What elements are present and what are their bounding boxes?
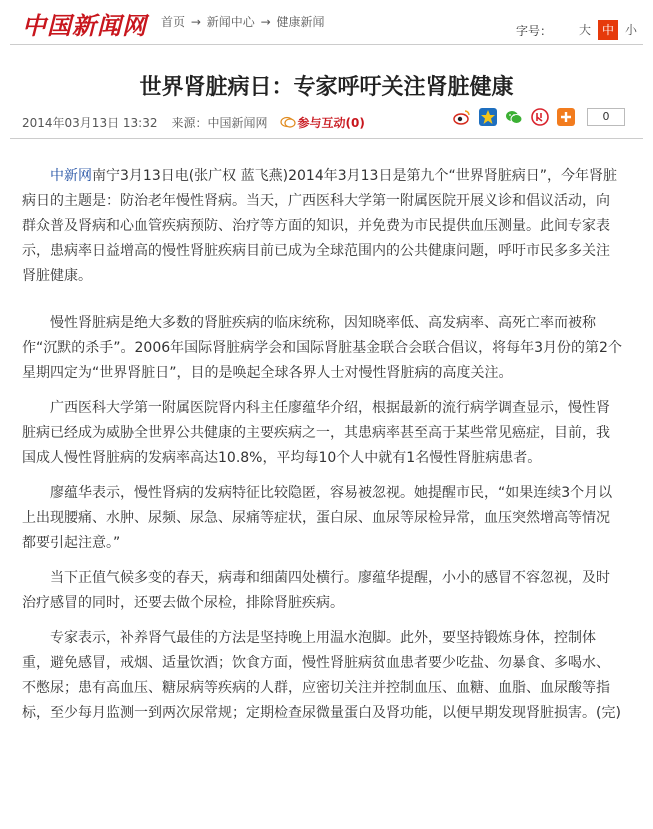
breadcrumb-health-news[interactable]: 健康新闻 xyxy=(276,15,325,29)
site-header xyxy=(0,0,653,42)
lead-text: 南宁3月13日电(张广权 蓝飞燕)2014年3月13日是第九个“世界肾脏病日”，今年肾脏病日的主题是：防治老年慢性肾病。当天，广西医科大学第一附属医院开展义诊和倡议活动，向群众普及肾病和心血管疾病预防、治疗等方面的知识，并免费为市民提供血压测量。此间专家表示，患病率日益增高的慢性肾脏疾病目前已成为全球范围内的公共健康问题，呼吁市民多多关注肾脏健康。 xyxy=(22,168,617,284)
lead-paragraph xyxy=(22,164,622,289)
article-meta xyxy=(22,114,365,131)
font-size-small-button[interactable]: 小 xyxy=(624,23,637,37)
breadcrumb-news-center[interactable]: 新闻中心 xyxy=(206,15,255,29)
comment-icon xyxy=(280,116,296,129)
body-paragraph: 慢性肾脏病是绝大多数的肾脏疾病的临床统称，因知晓率低、高发病率、高死亡率而被称作“沉默的杀手”。2006年国际肾脏病学会和国际肾脏基金联合会联合倡议，将每年3月份的第2个星期四定为“世界肾脏日”，目的是唤起全球各界人士对慢性肾脏病的高度关注。 xyxy=(22,315,622,381)
body-paragraph: 廖蕴华表示，慢性肾病的发病特征比较隐匿，容易被忽视。她提醒市民，“如果连续3个月以上出现腰痛、水肿、尿频、尿急、尿痛等症状，蛋白尿、血尿等尿检异常，血压突然增高等情况都要引起注意。” xyxy=(22,485,613,551)
favorite-star-icon[interactable] xyxy=(479,108,497,126)
body-paragraph: 当下正值气候多变的春天，病毒和细菌四处横行。廖蕴华提醒，小小的感冒不容忽视，及时治疗感冒的同时，还要去做个尿检，排除肾脏疾病。 xyxy=(22,570,610,611)
publish-datetime: 2014年03月13日 13:32 xyxy=(22,116,158,130)
font-size-large-button[interactable]: 大 xyxy=(578,23,591,37)
wechat-icon[interactable] xyxy=(505,108,523,126)
body-paragraph: 专家表示，补养肾气最佳的方法是坚持晚上用温水泡脚。此外，要坚持锻炼身体，控制体重，避免感冒，戒烟、适量饮酒；饮食方面，慢性肾脏病贫血患者要少吃盐、勿暴食、多喝水、不憋尿；患有高血压、糖尿病等疾病的人群，应密切关注并控制血压、血糖、血脂、血尿酸等指标，至少每月监测一到两次尿常规；定期检查尿微量蛋白及肾功能，以便早期发现肾脏损害。(完) xyxy=(22,630,621,721)
article-source: 来源：中国新闻网 xyxy=(171,116,268,130)
font-size-switcher xyxy=(516,20,641,40)
plus-icon[interactable] xyxy=(557,108,575,126)
breadcrumb-separator: → xyxy=(260,15,271,29)
meta-divider xyxy=(10,138,643,139)
share-bar xyxy=(453,108,625,126)
breadcrumb-home[interactable]: 首页 xyxy=(161,15,186,29)
article-body xyxy=(22,164,622,736)
weibo-icon[interactable] xyxy=(453,108,471,126)
renren-icon[interactable] xyxy=(531,108,549,126)
comment-link[interactable] xyxy=(280,114,365,131)
header-divider xyxy=(10,44,643,45)
agency-link[interactable]: 中新网 xyxy=(50,168,92,184)
breadcrumb-separator: → xyxy=(190,15,201,29)
font-size-label: 字号： xyxy=(515,23,552,38)
site-logo[interactable]: 中国新闻网 xyxy=(22,11,147,40)
article-title: 世界肾脏病日：专家呼吁关注肾脏健康 xyxy=(139,75,514,100)
font-size-medium-button[interactable]: 中 xyxy=(598,20,618,40)
breadcrumb xyxy=(161,13,324,30)
comment-label: 参与互动(0) xyxy=(297,116,365,130)
share-count: 0 xyxy=(587,108,625,126)
body-paragraph: 广西医科大学第一附属医院肾内科主任廖蕴华介绍，根据最新的流行病学调查显示，慢性肾脏病已经成为威胁全世界公共健康的主要疾病之一，其患病率甚至高于某些常见癌症，目前，我国成人慢性肾脏病的发病率高达10.8%，平均每10个人中就有1名慢性肾脏病患者。 xyxy=(22,400,610,466)
